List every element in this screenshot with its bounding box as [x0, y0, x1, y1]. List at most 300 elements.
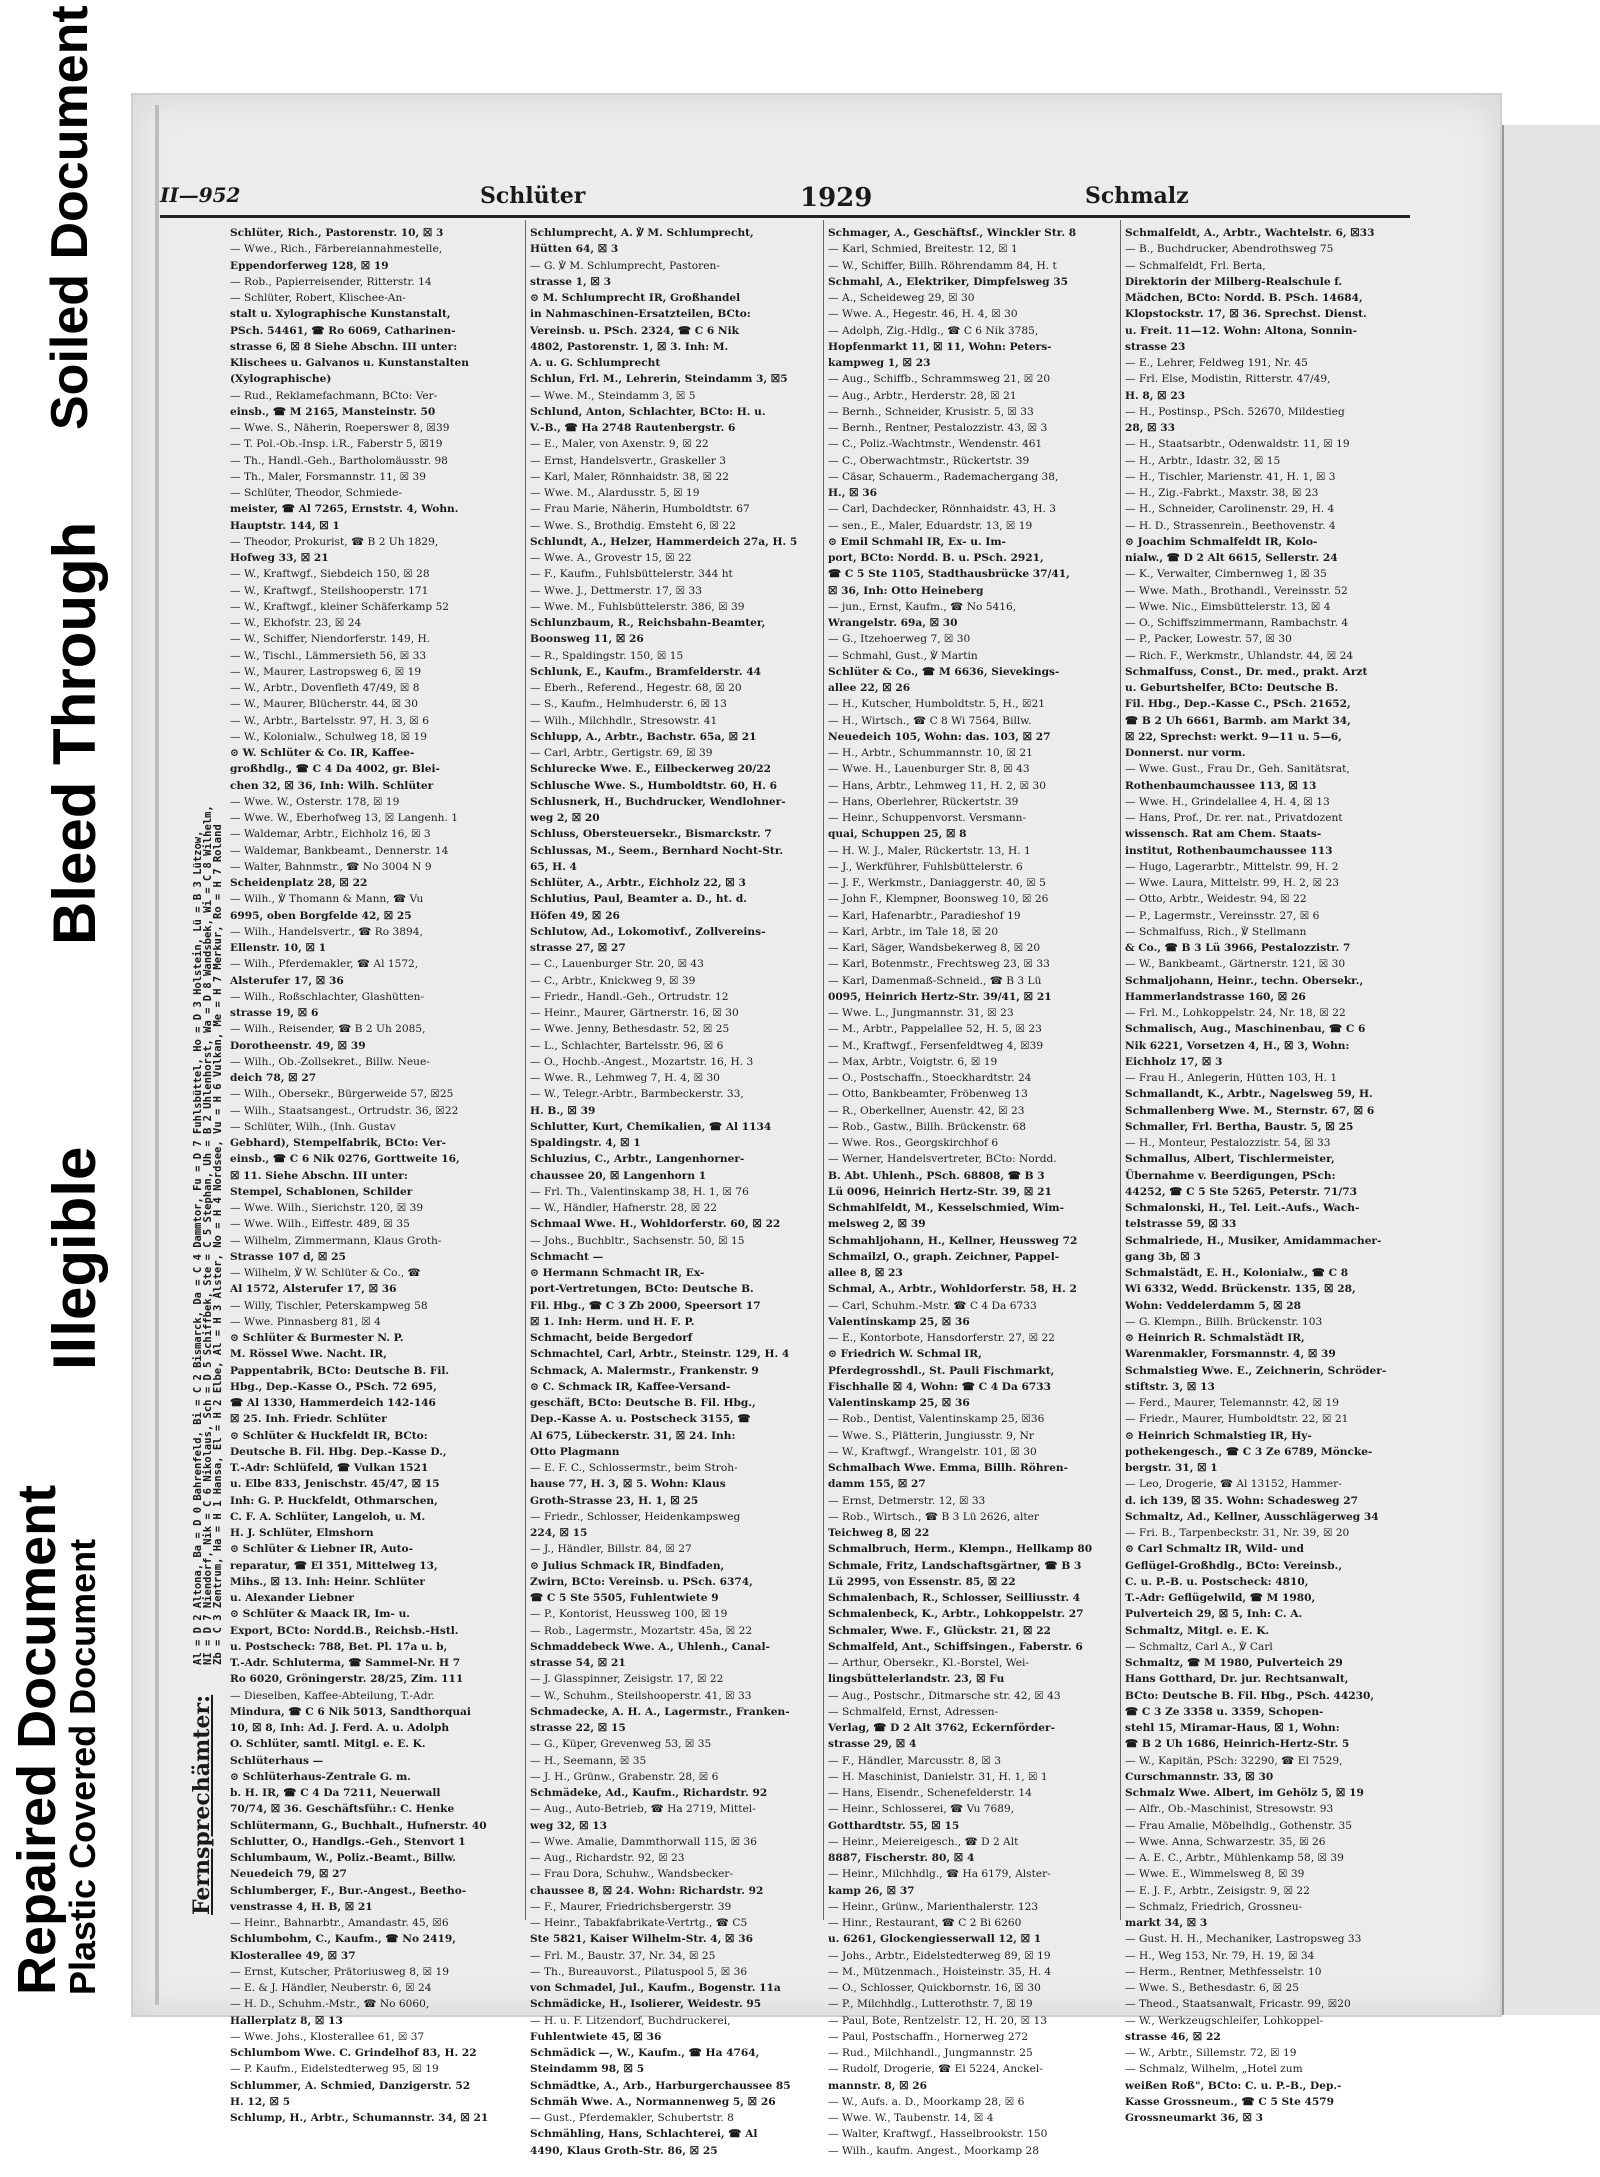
directory-line: — J., Händler, Billstr. 84, ☒ 27 [530, 1543, 692, 1556]
directory-line: — Theodor, Prokurist, ☎ B 2 Uh 1829, [230, 535, 439, 548]
directory-line: — Rob., Gastw., Billh. Brückenstr. 68 [828, 1120, 1027, 1133]
directory-line: — G., Küper, Grevenweg 53, ☒ 35 [530, 1738, 712, 1751]
directory-line: Verlag, ☎ D 2 Alt 3762, Eckernförder- [828, 1722, 1055, 1734]
directory-line: — K., Verwalter, Cimbernweg 1, ☒ 35 [1125, 568, 1327, 581]
directory-line: Schmalfuss, Const., Dr. med., prakt. Arzt [1125, 665, 1368, 678]
directory-line: Mihs., ☒ 13. Inh: Heinr. Schlüter [230, 1575, 425, 1588]
directory-line: — Karl, Botenmstr., Frechtsweg 23, ☒ 33 [828, 958, 1050, 971]
directory-line: Schlumbaum, W., Poliz.-Beamt., Billw. [230, 1852, 456, 1864]
directory-line: allee 8, ☒ 23 [828, 1267, 903, 1279]
directory-column-2 [530, 225, 820, 2159]
directory-line: — M., Mützenmach., Hoisteinstr. 35, H. 4 [828, 1965, 1052, 1978]
directory-line: ⊙ Heinrich R. Schmalstädt IR, [1125, 1332, 1305, 1344]
directory-line: — Wwe. Math., Brothandl., Vereinsstr. 52 [1125, 584, 1348, 597]
directory-line: — C., Oberwachtmstr., Rückertstr. 39 [828, 454, 1030, 467]
directory-line: — Carl, Dachdecker, Rönnhaidstr. 43, H. 3 [828, 503, 1057, 516]
directory-line: damm 155, ☒ 27 [828, 1478, 926, 1491]
directory-line: — F., Maurer, Friedrichsbergerstr. 39 [530, 1900, 732, 1913]
directory-line: ☒ 11. Siehe Abschn. III unter: [230, 1169, 408, 1182]
directory-line: Fuhlentwiete 45, ☒ 36 [530, 2030, 662, 2043]
directory-line: — Schmahl, Gust., ℣ Martin [828, 649, 978, 662]
column-divider [525, 220, 526, 1920]
directory-line: — Heinr., Grünw., Marienthalerstr. 123 [828, 1900, 1039, 1913]
directory-line: 65, H. 4 [530, 860, 577, 873]
directory-line: Hopfenmarkt 11, ☒ 11, Wohn: Peters- [828, 340, 1052, 353]
directory-line: Schmalenbach, R., Schlosser, Seilliusstr. 4 [828, 1592, 1081, 1604]
directory-line: geschäft, BCto: Deutsche B. Fil. Hbg., [530, 1397, 756, 1409]
directory-line: — Johs., Buchbltr., Sachsenstr. 50, ☒ 15 [530, 1234, 745, 1247]
directory-line: — H., Weg 153, Nr. 79, H. 19, ☒ 34 [1125, 1949, 1315, 1962]
directory-line: — Wwe. Wilh., Sierichstr. 120, ☒ 39 [230, 1202, 424, 1214]
directory-line: — Wwe. R., Lehmweg 7, H. 4, ☒ 30 [530, 1072, 720, 1084]
page-header [160, 183, 1415, 213]
directory-line: Schmahlfeldt, M., Kesselschmied, Wim- [828, 1202, 1065, 1214]
directory-line: — Wwe. E., Wimmelsweg 8, ☒ 39 [1125, 1868, 1305, 1881]
directory-line: — Waldemar, Bankbeamt., Dennerstr. 14 [230, 844, 449, 857]
directory-line: 224, ☒ 15 [530, 1527, 588, 1539]
directory-line: ⊙ Heinrich Schmalstieg IR, Hy- [1125, 1429, 1312, 1442]
directory-line: wissensch. Rat am Chem. Staats- [1125, 828, 1322, 841]
directory-line: Vereinsb. u. PSch. 2324, ☎ C 6 Nik [530, 324, 739, 337]
directory-line: Schmäh Wwe. A., Normannenweg 5, ☒ 26 [530, 2095, 776, 2108]
directory-line: ⊙ Joachim Schmalfeldt IR, Kolo- [1125, 535, 1318, 548]
directory-line: Schmachtel, Carl, Arbtr., Steinstr. 129, H. 4 [530, 1348, 790, 1361]
directory-line: — Carl, Arbtr., Gertigstr. 69, ☒ 39 [530, 747, 713, 759]
directory-line: — H., Kutscher, Humboldtstr. 5, H., ☒21 [828, 698, 1045, 711]
directory-line: Schmalstieg Wwe. E., Zeichnerin, Schröder- [1125, 1364, 1387, 1377]
directory-line: — Rud., Milchhandl., Jungmannstr. 25 [828, 2047, 1033, 2059]
directory-line: ☎ B 2 Uh 6661, Barmb. am Markt 34, [1125, 714, 1351, 727]
directory-line: Lü 0096, Heinrich Hertz-Str. 39, ☒ 21 [828, 1185, 1052, 1198]
directory-line: Schlumprecht, A. ℣ M. Schlumprecht, [530, 227, 754, 239]
directory-line: strasse 27, ☒ 27 [530, 942, 626, 954]
header-last-entry: Schmalz [1085, 183, 1189, 209]
directory-line: H. B., ☒ 39 [530, 1104, 596, 1117]
directory-line: — Wwe. M., Steindamm 3, ☒ 5 [530, 389, 696, 402]
directory-line: — Dieselben, Kaffee-Abteilung, T.-Adr. [230, 1689, 435, 1702]
directory-line: — Frl. Th., Valentinskamp 38, H. 1, ☒ 76 [530, 1185, 749, 1198]
directory-line: Schmalbach Wwe. Emma, Billh. Röhren- [828, 1462, 1068, 1474]
directory-line: Dorotheenstr. 49, ☒ 39 [230, 1039, 366, 1052]
directory-line: — Karl, Maler, Rönnhaidstr. 38, ☒ 22 [530, 470, 730, 483]
directory-line: — H., Arbtr., Idastr. 32, ☒ 15 [1125, 454, 1281, 467]
directory-line: — W., Schiffer, Billh. Röhrendamm 84, H. t [828, 259, 1057, 272]
directory-line: Neuedeich 105, Wohn: das. 103, ☒ 27 [828, 730, 1051, 743]
directory-line: — Waldemar, Arbtr., Eichholz 16, ☒ 3 [230, 828, 431, 841]
directory-line: Al 675, Lübeckerstr. 31, ☒ 24. Inh: [530, 1429, 736, 1442]
directory-line: — Ernst, Kutscher, Prätoriusweg 8, ☒ 19 [230, 1965, 450, 1978]
directory-line: 0095, Heinrich Hertz-Str. 39/41, ☒ 21 [828, 990, 1052, 1003]
directory-line: 44252, ☎ C 5 Ste 5265, Peterstr. 71/73 [1125, 1185, 1357, 1198]
directory-line: — Wwe. Laura, Mittelstr. 99, H. 2, ☒ 23 [1125, 877, 1339, 889]
directory-line: — Ernst, Handelsvertr., Graskeller 3 [530, 454, 727, 467]
directory-line: — Heinr., Milchhdlg., ☎ Ha 6179, Alster- [828, 1868, 1051, 1881]
directory-line: Strasse 107 d, ☒ 25 [230, 1250, 346, 1263]
directory-line: — H., Schneider, Carolinenstr. 29, H. 4 [1125, 503, 1335, 516]
directory-line: Al 1572, Alsterufer 17, ☒ 36 [230, 1283, 397, 1296]
directory-line: Schlüter, A., Arbtr., Eichholz 22, ☒ 3 [530, 877, 746, 889]
directory-line: 4802, Pastorenstr. 1, ☒ 3. Inh: M. [530, 340, 729, 353]
directory-line: — Wwe. M., Alardusstr. 5, ☒ 19 [530, 487, 700, 499]
directory-line: — H., Zig.-Fabrkt., Maxstr. 38, ☒ 23 [1125, 487, 1319, 499]
directory-line: — Aug., Auto-Betrieb, ☎ Ha 2719, Mittel- [530, 1803, 756, 1816]
directory-line: chaussee 8, ☒ 24. Wohn: Richardstr. 92 [530, 1884, 764, 1897]
directory-line: — O., Postschaffn., Stoeckhardtstr. 24 [828, 1072, 1032, 1084]
directory-line: Schmalstädt, E. H., Kolonialw., ☎ C 8 [1125, 1267, 1349, 1279]
directory-line: Schlund, Anton, Schlachter, BCto: H. u. [530, 405, 766, 418]
directory-line: — Th., Maler, Forsmannstr. 11, ☒ 39 [230, 470, 426, 483]
directory-line: — Hugo, Lagerarbtr., Mittelstr. 99, H. 2 [1125, 860, 1339, 873]
directory-line: strasse 54, ☒ 21 [530, 1657, 626, 1669]
directory-line: Zwirn, BCto: Vereinsb. u. PSch. 6374, [530, 1575, 753, 1588]
directory-line: — Heinr., Meiereigesch., ☎ D 2 Alt [828, 1835, 1019, 1848]
directory-line: — Wilhelm, Zimmermann, Klaus Groth- [230, 1234, 442, 1247]
directory-line: ☎ C 3 Ze 3358 u. 3359, Schopen- [1125, 1705, 1324, 1718]
directory-line: — R., Spaldingstr. 150, ☒ 15 [530, 649, 684, 662]
directory-line: — E., Maler, von Axenstr. 9, ☒ 22 [530, 438, 709, 451]
directory-line: Schmädick —, W., Kaufm., ☎ Ha 4764, [530, 2047, 760, 2059]
directory-line: — P., Packer, Lowestr. 57, ☒ 30 [1125, 633, 1292, 646]
directory-line: — Gust., Pferdemakler, Schubertstr. 8 [530, 2112, 734, 2124]
directory-line: ☎ C 5 Ste 1105, Stadthausbrücke 37/41, [828, 568, 1070, 581]
directory-line: — Karl, Schmied, Breitestr. 12, ☒ 1 [828, 243, 1018, 256]
directory-line: — H. W. J., Maler, Rückertstr. 13, H. 1 [828, 844, 1031, 857]
directory-line: — Schmalz, Wilhelm, „Hotel zum [1125, 2063, 1303, 2076]
directory-line: Schluzius, C., Arbtr., Langenhorner- [530, 1153, 745, 1166]
directory-line: Schmadecke, A. H. A., Lagermstr., Franken- [530, 1705, 790, 1718]
directory-line: — G., Itzehoerweg 7, ☒ 30 [828, 633, 971, 646]
directory-line: ⊙ Julius Schmack IR, Bindfaden, [530, 1559, 725, 1572]
directory-line: von Schmadel, Jul., Kaufm., Bogenstr. 11a [530, 1982, 781, 1994]
directory-line: — Schmaltz, Carl A., ℣ Carl [1125, 1640, 1273, 1653]
directory-line: — Wwe. A., Hegestr. 46, H. 4, ☒ 30 [828, 308, 1018, 321]
directory-line: strasse 29, ☒ 4 [828, 1738, 917, 1751]
directory-line: — B., Buchdrucker, Abendrothsweg 75 [1125, 243, 1334, 256]
directory-line: — Schlüter, Theodor, Schmiede- [230, 487, 403, 499]
directory-column-1 [230, 225, 520, 2126]
directory-line: (Xylographische) [230, 373, 332, 386]
directory-line: — Heinr., Schuppenvorst. Versmann- [828, 812, 1027, 824]
directory-line: Hallerplatz 8, ☒ 13 [230, 2014, 343, 2027]
directory-line: ⊙ Schlüter & Maack IR, Im- u. [230, 1608, 410, 1621]
directory-line: Schmalisch, Aug., Maschinenbau, ☎ C 6 [1125, 1023, 1366, 1036]
directory-line: — J. F., Werkmstr., Daniaggerstr. 40, ☒ 5 [828, 877, 1046, 889]
directory-line: Ro 6020, Gröningerstr. 28/25, Zim. 111 [230, 1673, 464, 1686]
directory-line: — H., Wirtsch., ☎ C 8 Wi 7564, Billw. [828, 714, 1032, 727]
directory-line: O. Schlüter, samtl. Mitgl. e. E. K. [230, 1738, 426, 1751]
directory-line: — Wwe. Wilh., Eiffestr. 489, ☒ 35 [230, 1218, 410, 1231]
directory-line: markt 34, ☒ 3 [1125, 1917, 1208, 1929]
directory-line: Warenmakler, Forsmannstr. 4, ☒ 39 [1125, 1348, 1336, 1361]
directory-line: Schlurecke Wwe. E., Eilbeckerweg 20/22 [530, 763, 772, 776]
header-first-entry: Schlüter [480, 183, 586, 209]
directory-line: Schmalfeld, Ant., Schiffsingen., Faberstr. 6 [828, 1640, 1083, 1653]
directory-line: — W., Arbtr., Dovenfleth 47/49, ☒ 8 [230, 682, 420, 694]
directory-line: Schmallus, Albert, Tischlermeister, [1125, 1153, 1335, 1166]
directory-line: Schmaljohann, Heinr., techn. Obersekr., [1125, 974, 1364, 987]
directory-line: — W., Aufs. a. D., Moorkamp 28, ☒ 6 [828, 2095, 1025, 2108]
directory-line: — Walter, Bahnmstr., ☎ No 3004 N 9 [230, 860, 432, 873]
directory-line: — Wwe. Ros., Georgskirchhof 6 [828, 1137, 999, 1149]
legend-line: NI = D 7 Niendorf, Nik = C 6 Nikolaus, Sch = D 5 Schiffbek, Ste = C 5 Stephan, Uh = B 2 Uhlenhorst, Wa = D 8 Wandsbek, Wi = C 8 Wilhelm, [202, 805, 214, 1665]
directory-line: Wi 6332, Wedd. Brückenstr. 135, ☒ 28, [1125, 1283, 1356, 1296]
directory-line: 6995, oben Borgfelde 42, ☒ 25 [230, 909, 412, 922]
directory-line: Schlunzbaum, R., Reichsbahn-Beamter, [530, 617, 766, 629]
directory-line: Nik 6221, Vorsetzen 4, H., ☒ 3, Wohn: [1125, 1039, 1350, 1052]
directory-line: — Frl. Else, Modistin, Ritterstr. 47/49, [1125, 373, 1331, 386]
directory-line: — O., Hochb.-Angest., Mozartstr. 16, H. 3 [530, 1055, 754, 1068]
directory-line: Lü 2995, von Essenstr. 85, ☒ 22 [828, 1575, 1016, 1588]
directory-line: — Heinr., Bahnarbtr., Amandastr. 45, ☒6 [230, 1917, 449, 1929]
directory-line: Schmalenbeck, K., Arbtr., Lohkoppelstr. 27 [828, 1608, 1084, 1621]
column-divider [1120, 220, 1121, 1920]
directory-line: Schlutter, Kurt, Chemikalien, ☎ Al 1134 [530, 1120, 772, 1133]
directory-line: — A., Scheideweg 29, ☒ 30 [828, 292, 975, 304]
directory-line: Rothenbaumchaussee 113, ☒ 13 [1125, 779, 1317, 792]
directory-line: u. Alexander Liebner [230, 1592, 355, 1604]
directory-line: — H., Tischler, Marienstr. 41, H. 1, ☒ 3 [1125, 470, 1336, 483]
directory-line: Hofweg 33, ☒ 21 [230, 552, 329, 564]
directory-line: mannstr. 8, ☒ 26 [828, 2079, 927, 2092]
directory-line: — Karl, Arbtr., im Tale 18, ☒ 20 [828, 925, 999, 938]
directory-line: — Gust. H. H., Mechaniker, Lastropsweg 33 [1125, 1933, 1362, 1946]
directory-line: institut, Rothenbaumchaussee 113 [1125, 844, 1333, 857]
directory-line: venstrasse 4, H. B, ☒ 21 [230, 1900, 373, 1913]
directory-line: T.-Adr: Geflügelwild, ☎ M 1980, [1125, 1592, 1316, 1604]
directory-line: — W., Kapitän, PSch: 32290, ☎ El 7529, [1125, 1754, 1343, 1767]
directory-line: Schmal, A., Arbtr., Wohldorferstr. 58, H. 2 [828, 1283, 1077, 1296]
directory-line: d. ich 139, ☒ 35. Wohn: Schadesweg 27 [1125, 1494, 1359, 1507]
directory-line: Donnerst. nur vorm. [1125, 747, 1246, 759]
directory-line: Spaldingstr. 4, ☒ 1 [530, 1137, 641, 1149]
directory-line: — Wwe. J., Dettmerstr. 17, ☒ 33 [530, 584, 702, 597]
directory-line: — O., Schiffszimmermann, Rambachstr. 4 [1125, 617, 1349, 629]
directory-line: Schlump, H., Arbtr., Schumannstr. 34, ☒ 21 [230, 2112, 489, 2124]
directory-line: — H., Postinsp., PSch. 52670, Mildestieg [1125, 405, 1345, 418]
directory-line: — Schlüter, Robert, Klischee-An- [230, 292, 406, 304]
directory-line: — E., Lehrer, Feldweg 191, Nr. 45 [1125, 357, 1308, 369]
directory-line: — Ernst, Detmerstr. 12, ☒ 33 [828, 1494, 986, 1507]
directory-line: — Hans, Arbtr., Lehmweg 11, H. 2, ☒ 30 [828, 779, 1046, 792]
directory-line: — Aug., Postschr., Ditmarsche str. 42, ☒ 43 [828, 1689, 1061, 1702]
directory-line: — M., Kraftwgf., Fersenfeldtweg 4, ☒39 [828, 1039, 1044, 1052]
directory-line: Eichholz 17, ☒ 3 [1125, 1055, 1223, 1068]
directory-line: — W., Tischl., Lämmersieth 56, ☒ 33 [230, 649, 427, 662]
directory-line: T.-Adr: Schlüfeld, ☎ Vulkan 1521 [230, 1462, 429, 1474]
directory-line: Hammerlandstrasse 160, ☒ 26 [1125, 990, 1306, 1003]
directory-line: Neuedeich 79, ☒ 27 [230, 1868, 347, 1881]
directory-line: allee 22, ☒ 26 [828, 682, 911, 694]
directory-line: — Wilh., Obersekr., Bürgerweide 57, ☒25 [230, 1088, 454, 1101]
directory-line: — Heinr., Schlosserei, ☎ Vu 7689, [828, 1803, 1015, 1816]
directory-line: — Wwe. Gust., Frau Dr., Geh. Sanitätsrat, [1125, 763, 1350, 776]
directory-line: — Wilh., Ob.-Zollsekret., Billw. Neue- [230, 1055, 430, 1068]
directory-line: — Herm., Rentner, Methfesselstr. 10 [1125, 1965, 1322, 1978]
directory-line: — W., Schuhm., Steilshooperstr. 41, ☒ 33 [530, 1689, 752, 1702]
directory-line: 70/74, ☒ 36. Geschäftsführ.: C. Henke [230, 1803, 455, 1816]
directory-line: H. J. Schlüter, Elmshorn [230, 1527, 374, 1539]
directory-line: Schmalonski, H., Tel. Leit.-Aufs., Wach- [1125, 1202, 1360, 1214]
directory-line: Deutsche B. Fil. Hbg. Dep.-Kasse D., [230, 1445, 447, 1458]
directory-line: — Eberh., Referend., Hegestr. 68, ☒ 20 [530, 682, 742, 694]
directory-line: — Wilh., Handelsvertr., ☎ Ro 3894, [230, 925, 423, 938]
directory-line: — Wilh., Reisender, ☎ B 2 Uh 2085, [230, 1023, 426, 1036]
directory-line: — R., Oberkellner, Auenstr. 42, ☒ 23 [828, 1104, 1025, 1117]
directory-line: — J. H., Grünw., Grabenstr. 28, ☒ 6 [530, 1770, 719, 1783]
directory-line: Schlüter & Co., ☎ M 6636, Sievekings- [828, 665, 1060, 678]
directory-line: — F., Händler, Marcusstr. 8, ☒ 3 [828, 1754, 1002, 1767]
directory-line: — Wwe. Pinnasberg 81, ☒ 4 [230, 1315, 381, 1328]
header-year: 1929 [800, 183, 873, 213]
directory-line: — T. Pol.-Ob.-Insp. i.R., Faberstr 5, ☒19 [230, 438, 443, 451]
directory-line: — Schmalz, Friedrich, Grossneu- [1125, 1900, 1303, 1913]
directory-line: — W., Händler, Hafnerstr. 28, ☒ 22 [530, 1202, 718, 1214]
directory-line: Stempel, Schablonen, Schilder [230, 1185, 413, 1198]
directory-line: — H. D., Schuhm.-Mstr., ☎ No 6060, [230, 1998, 430, 2011]
directory-line: hause 77, H. 3, ☒ 5. Wohn: Klaus [530, 1478, 726, 1491]
directory-line: — Rud., Reklamefachmann, BCto: Ver- [230, 389, 438, 402]
directory-line: Hbg., Dep.-Kasse O., PSch. 72 695, [230, 1380, 437, 1393]
directory-line: — Heinr., Maurer, Gärtnerstr. 16, ☒ 30 [530, 1007, 739, 1019]
directory-line: Groth-Strasse 23, H. 1, ☒ 25 [530, 1494, 699, 1507]
directory-line: — H., Arbtr., Schummannstr. 10, ☒ 21 [828, 747, 1033, 759]
directory-line: — L., Schlachter, Bartelsstr. 96, ☒ 6 [530, 1039, 724, 1052]
directory-line: Valentinskamp 25, ☒ 36 [828, 1315, 970, 1328]
directory-line: — Frau Dora, Schuhw., Wandsbecker- [530, 1868, 734, 1881]
directory-line: — Bernh., Schneider, Krusistr. 5, ☒ 33 [828, 405, 1034, 418]
directory-line: u. Geburtshelfer, BCto: Deutsche B. [1125, 682, 1339, 694]
directory-line: Schmalriede, H., Musiker, Amidammacher- [1125, 1234, 1382, 1247]
directory-line: H., ☒ 36 [828, 487, 878, 499]
directory-line: 8887, Fischerstr. 80, ☒ 4 [828, 1852, 975, 1864]
directory-line: — Wwe. H., Lauenburger Str. 8, ☒ 43 [828, 763, 1030, 776]
directory-line: — E. J. F., Arbtr., Zeisigstr. 9, ☒ 22 [1125, 1884, 1310, 1897]
directory-line: — Hans, Prof., Dr. rer. nat., Privatdozent [1125, 812, 1343, 824]
directory-line: — Heinr., Tabakfabrikate-Vertrtg., ☎ C5 [530, 1917, 748, 1929]
directory-line: — Werner, Handelsvertreter, BCto: Nordd. [828, 1153, 1057, 1166]
directory-line: weg 32, ☒ 13 [530, 1819, 608, 1832]
directory-line: Fil. Hbg., Dep.-Kasse C., PSch. 21652, [1125, 698, 1351, 711]
directory-line: H. 8, ☒ 23 [1125, 389, 1186, 402]
directory-line: stiftstr. 3, ☒ 13 [1125, 1380, 1215, 1393]
directory-line: — Wilh., kaufm. Angest., Moorkamp 28 [828, 2144, 1040, 2157]
directory-line: — Wwe. Anna, Schwarzestr. 35, ☒ 26 [1125, 1835, 1326, 1848]
directory-line: — W., Ekhofstr. 23, ☒ 24 [230, 617, 362, 629]
directory-line: Kasse Grossneum., ☎ C 5 Ste 4579 [1125, 2095, 1334, 2108]
directory-line: Hans Gotthard, Dr. jur. Rechtsanwalt, [1125, 1673, 1349, 1686]
directory-line: — Friedr., Schlosser, Heidenkampsweg [530, 1510, 741, 1523]
directory-line: — Rob., Lagermstr., Mozartstr. 45a, ☒ 22 [530, 1624, 753, 1637]
directory-line: Schmaltz, Ad., Kellner, Ausschlägerweg 34 [1125, 1510, 1379, 1523]
directory-line: — W., Kraftwgf., kleiner Schäferkamp 52 [230, 600, 450, 613]
directory-line: Schmalz Wwe. Albert, im Gehölz 5, ☒ 19 [1125, 1787, 1364, 1799]
directory-line: Gotthardtstr. 55, ☒ 15 [828, 1819, 960, 1832]
directory-line: Schlumberger, F., Bur.-Angest., Beetho- [230, 1884, 467, 1897]
directory-line: Direktorin der Milberg-Realschule f. [1125, 275, 1343, 288]
directory-line: deich 78, ☒ 27 [230, 1072, 317, 1084]
directory-line: Schmack, A. Malermstr., Frankenstr. 9 [530, 1364, 759, 1377]
directory-line: Schmaler, Wwe. F., Glückstr. 21, ☒ 22 [828, 1624, 1051, 1637]
stamp-soiled-document: Soiled Document [41, 5, 99, 430]
stamp-repaired-document: Repaired Document [7, 1484, 67, 1995]
directory-line: Höfen 49, ☒ 26 [530, 909, 620, 922]
directory-line: — Alfr., Ob.-Maschinist, Stresowstr. 93 [1125, 1803, 1334, 1816]
directory-line: Export, BCto: Nordd.B., Reichsb.-Hstl. [230, 1624, 459, 1637]
directory-line: — Wwe., Rich., Färbereiannahmestelle, [230, 243, 443, 256]
directory-line: ⊙ Schlüter & Liebner IR, Auto- [230, 1543, 413, 1556]
directory-line: — Theod., Staatsanwalt, Fricastr. 99, ☒20 [1125, 1998, 1351, 2011]
directory-line: — J., Werkführer, Fuhlsbüttelerstr. 6 [828, 860, 1023, 873]
directory-line: — Hinr., Restaurant, ☎ C 2 Bi 6260 [828, 1917, 1022, 1929]
directory-line: pothekengesch., ☎ C 3 Ze 6789, Mönckе- [1125, 1445, 1373, 1458]
directory-line: Valentinskamp 25, ☒ 36 [828, 1397, 970, 1409]
directory-line: Scheidenplatz 28, ☒ 22 [230, 877, 368, 889]
directory-line: T.-Adr. Schluterma, ☎ Sammel-Nr. H 7 [230, 1657, 461, 1669]
directory-line: — Frau Marie, Näherin, Humboldtstr. 67 [530, 503, 750, 516]
directory-line: Pferdegrosshdl., St. Pauli Fischmarkt, [828, 1364, 1055, 1377]
directory-line: — W., Arbtr., Sillemstr. 72, ☒ 19 [1125, 2047, 1297, 2059]
directory-line: Geflügel-Großhdlg., BCto: Vereinsb., [1125, 1559, 1343, 1572]
directory-line: B. Abt. Uhlenh., PSch. 68808, ☎ B 3 [828, 1169, 1045, 1182]
directory-line: — W., Maurer, Blücherstr. 44, ☒ 30 [230, 698, 419, 711]
directory-line: — Friedr., Handl.-Geh., Ortrudstr. 12 [530, 990, 729, 1003]
directory-line: Wohn: Veddelerdamm 5, ☒ 28 [1125, 1299, 1302, 1312]
directory-line: Boonsweg 11, ☒ 26 [530, 633, 644, 646]
directory-line: — W., Werkzeugschleifer, Lohkoppel- [1125, 2014, 1324, 2027]
directory-line: Schmahljohann, H., Kellner, Heussweg 72 [828, 1234, 1078, 1247]
directory-line: — P., Milchhdlg., Lutterothstr. 7, ☒ 19 [828, 1998, 1033, 2011]
directory-line: Schlüter, Rich., Pastorenstr. 10, ☒ 3 [230, 227, 444, 239]
directory-line: — Wwe. S., Plätterin, Jungiusstr. 9, Nr [828, 1429, 1034, 1442]
exchange-legend [189, 225, 224, 1915]
directory-line: Curschmannstr. 33, ☒ 30 [1125, 1770, 1274, 1783]
directory-line: chaussee 20, ☒ Langenhorn 1 [530, 1169, 707, 1182]
directory-line: — Wilh., Milchhdlr., Stresowstr. 41 [530, 714, 718, 727]
directory-line: Dep.-Kasse A. u. Postscheck 3155, ☎ [530, 1413, 751, 1426]
directory-line: ⊙ Schlüterhaus-Zentrale G. m. [230, 1770, 411, 1783]
directory-line: — Frau Amalie, Möbelhdlg., Gothenstr. 35 [1125, 1819, 1353, 1832]
directory-line: nialw., ☎ D 2 Alt 6615, Sellerstr. 24 [1125, 552, 1338, 564]
directory-line: Teichweg 8, ☒ 22 [828, 1527, 930, 1539]
directory-line: Schmalfeldt, A., Arbtr., Wachtelstr. 6, ☒33 [1125, 227, 1375, 239]
directory-line: — Arthur, Obersekr., Kl.-Borstel, Wei- [828, 1657, 1029, 1669]
directory-line: — P. Kaufm., Eidelstedterweg 95, ☒ 19 [230, 2063, 439, 2076]
directory-line: — Hans, Oberlehrer, Rückertstr. 39 [828, 795, 1019, 808]
directory-line: weißen Roß", BCto: C. u. P.-B., Dep.- [1125, 2079, 1342, 2092]
directory-line: — G. ℣ M. Schlumprecht, Pastoren- [530, 259, 720, 272]
directory-line: — Wwe. S., Näherin, Roeperswег 8, ☒39 [230, 422, 450, 434]
directory-line: — Wwe. W., Eberhofweg 13, ☒ Langenh. 1 [230, 812, 458, 824]
directory-line: reparatur, ☎ El 351, Mittelweg 13, [230, 1559, 438, 1572]
directory-line: Schmaddebeck Wwe. A., Uhlenh., Canal- [530, 1640, 770, 1653]
directory-line: kamp 26, ☒ 37 [828, 1884, 915, 1897]
directory-line: bergstr. 31, ☒ 1 [1125, 1462, 1218, 1474]
directory-line: ⊙ Friedrich W. Schmal IR, [828, 1348, 982, 1361]
directory-line: Übernahme v. Beerdigungen, PSch: [1125, 1169, 1336, 1182]
directory-line: — Frl. M., Lohkoppelstr. 24, Nr. 18, ☒ 22 [1125, 1007, 1346, 1019]
header-rule [160, 215, 1410, 218]
directory-line: Wrangelstr. 69a, ☒ 30 [828, 617, 958, 629]
directory-line: — Th., Handl.-Geh., Bartholomäusstr. 98 [230, 454, 448, 467]
directory-line: — W., Kraftwgf., Wrangelstr. 101, ☒ 30 [828, 1445, 1037, 1458]
directory-line: — Leo, Drogerie, ☎ Al 13152, Hammer- [1125, 1478, 1342, 1491]
directory-line: — H., Monteur, Pestalozzistr. 54, ☒ 33 [1125, 1137, 1331, 1149]
directory-line: — Th., Bureauvorst., Pilatuspool 5, ☒ 36 [530, 1965, 748, 1978]
directory-line: — C., Lauenburger Str. 20, ☒ 43 [530, 958, 704, 971]
directory-line: — Wwe. W., Taubenstr. 14, ☒ 4 [828, 2112, 994, 2124]
directory-line: strasse 6, ☒ 8 Siehe Abschn. III unter: [230, 340, 458, 353]
directory-line: ⊙ Emil Schmahl IR, Ex- u. Im- [828, 535, 1006, 548]
